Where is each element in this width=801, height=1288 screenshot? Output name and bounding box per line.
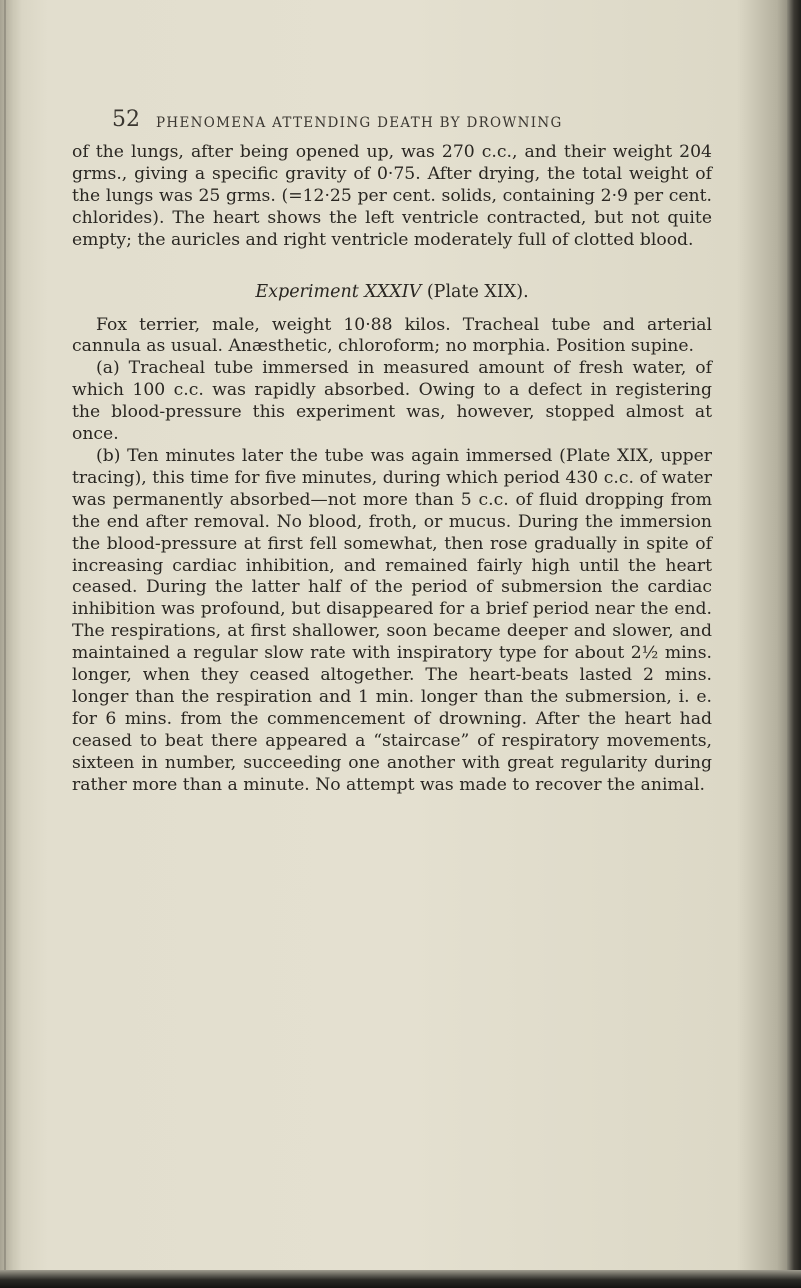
experiment-heading	[72, 281, 712, 303]
paragraph-subject: Fox terrier, male, weight 10·88 kilos. Tracheal tube and arterial cannula as usual. Anæsthetic, chloroform; no morphia. Position supine.	[72, 314, 712, 357]
paragraph-part-b: (b) Ten minutes later the tube was again immersed (Plate XIX, upper tracing), this time for five minutes, during which period 430 c.c. of water was permanently absorbed—not more than 5 c.c. of fluid dropping from the end after removal. No blood, froth, or mucus. During the immersion the blood-pressure at first fell somewhat, then rose gradually in spite of increasing cardiac inhibition, and remained fairly high until the heart ceased. During the latter half of the period of submersion the cardiac inhibition was profound, but disappeared for a brief period near the end. The respirations, at first shallower, soon became deeper and slower, and maintained a regular slow rate with inspiratory type for about 2½ mins. longer, when they ceased altogether. The heart-beats lasted 2 mins. longer than the respiration and 1 min. longer than the submersion, i. e. for 6 mins. from the commencement of drowning. After the heart had ceased to beat there appeared a “staircase” of respiratory movements, sixteen in number, succeeding one another with great regularity during rather more than a minute. No attempt was made to recover the animal.	[72, 445, 712, 795]
experiment-plate: (Plate XIX).	[426, 281, 529, 302]
binding-shadow	[0, 0, 22, 1288]
body-text	[72, 142, 712, 796]
page-edge-bottom	[0, 1270, 801, 1288]
experiment-title: Experiment XXXIV	[255, 281, 422, 302]
page-edge-right	[787, 0, 801, 1288]
page-header	[112, 107, 692, 135]
page-number: 52	[112, 107, 140, 132]
running-head: PHENOMENA ATTENDING DEATH BY DROWNING	[156, 115, 563, 131]
paragraph-part-a: (a) Tracheal tube immersed in measured amount of fresh water, of which 100 c.c. was rapidly absorbed. Owing to a defect in registering the blood-pressure this experiment was, however, stopped almost at once.	[72, 358, 712, 445]
opening-paragraph: of the lungs, after being opened up, was 270 c.c., and their weight 204 grms., giving a specific gravity of 0·75. After drying, the total weight of the lungs was 25 grms. (=12·25 per cent. solids, containing 2·9 per cent. chlorides). The heart shows the left ventricle contracted, but not quite empty; the auricles and right ventricle moderately full of clotted blood.	[72, 142, 712, 250]
